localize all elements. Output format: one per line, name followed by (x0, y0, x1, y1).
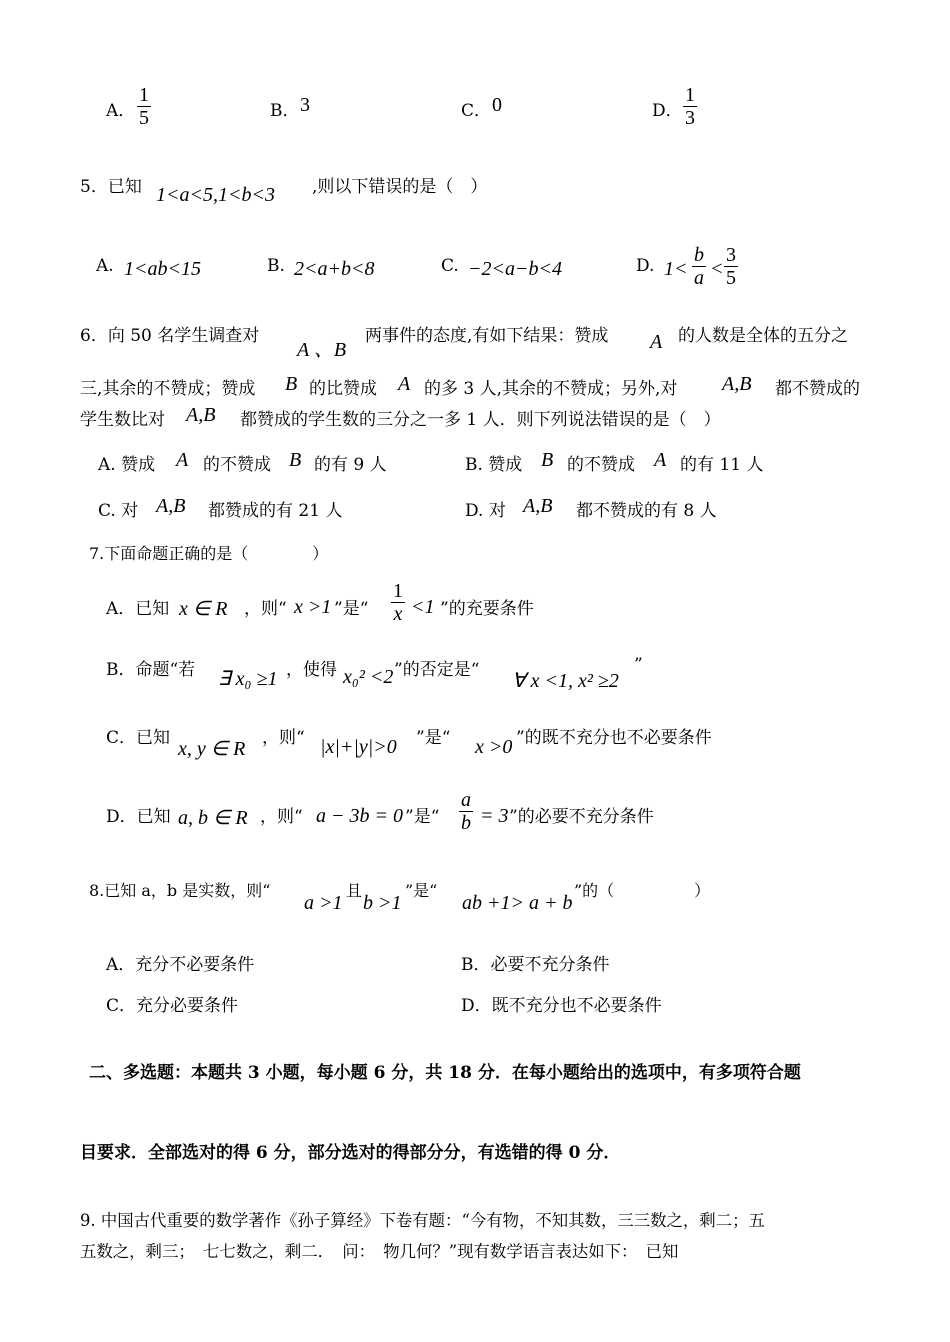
q7-option-a-c2: <1 (411, 596, 435, 618)
q7-option-b-c1: ∃ x₀ ≥1 (218, 668, 278, 690)
q8-t2: ”的（ ） (574, 881, 711, 900)
q8-option-b: B．必要不充分条件 (461, 955, 610, 975)
q7-option-b-t3: ” (634, 655, 643, 675)
q6-option-b-1: B. 赞成 (465, 455, 523, 475)
section-2-line-2: 目要求．全部选对的得 6 分，部分选对的得部分分，有选错的得 0 分． (80, 1143, 621, 1163)
q7-stem: 7.下面命题正确的是（ ） (89, 544, 329, 563)
q6-option-a-var1: A (176, 449, 189, 471)
q7-option-d-t3: ”的必要不充分条件 (509, 807, 654, 827)
q7-option-c-label: C．已知 (106, 728, 171, 748)
q7-option-a-c1: x >1 (294, 596, 332, 618)
q5-option-d-mid: < (710, 258, 724, 280)
q6-option-b-3: 的有 11 人 (680, 455, 764, 475)
q7-option-d-label: D．已知 (106, 807, 171, 827)
q4-option-c-label: C． (461, 101, 492, 121)
q7-option-d-c3: = 3 (480, 805, 509, 827)
q7-option-d-fraction: a b (461, 789, 471, 834)
q5-option-d-prefix: 1< (664, 258, 688, 280)
q7-option-a-x: x ∈ R (179, 598, 228, 620)
q7-option-c-c1: x, y ∈ R (178, 738, 246, 760)
q6-option-d-2: 都不赞成的有 8 人 (576, 501, 717, 521)
q6-line2-c: 的多 3 人,其余的不赞成；另外,对 (424, 379, 678, 399)
q5-option-a: 1<ab<15 (124, 258, 201, 280)
q6-option-d-1: D. 对 (465, 501, 506, 521)
q7-option-c-t1: ，则“ (262, 728, 305, 748)
q7-option-d-c1: a, b ∈ R (178, 807, 248, 829)
q7-option-c-c3: x >0 (475, 736, 513, 758)
q9-line-1: 9. 中国古代重要的数学著作《孙子算经》下卷有题：“今有物，不知其数，三三数之，剩二；五 (80, 1211, 765, 1230)
q5-option-d-fraction-2: 3 5 (726, 244, 736, 289)
q6-line2-d: 都不赞成的 (775, 379, 860, 399)
q8-t1: ”是“ (405, 881, 438, 900)
q6-option-a-3: 的有 9 人 (314, 455, 387, 475)
q7-option-d-t1: ，则“ (260, 807, 303, 827)
q6-option-b-var2: A (654, 449, 667, 471)
q7-option-d-t2: ”是“ (405, 807, 440, 827)
q6-line2-a-var: A (398, 373, 411, 395)
q5-option-c: −2<a−b<4 (468, 258, 562, 280)
q7-option-c-t3: ”的既不充分也不必要条件 (516, 728, 712, 748)
q6-line2-ab: A,B (722, 373, 752, 395)
q7-option-c-t2: ”是“ (416, 728, 451, 748)
q7-option-a-t1: ，则“ (244, 599, 287, 619)
q8-cond-1: a >1 (304, 892, 343, 914)
q5-option-d-label: D. (636, 256, 655, 276)
q6-option-a-1: A. 赞成 (98, 455, 156, 475)
q4-option-c-value: 0 (492, 94, 502, 116)
q5-option-b-label: B. (267, 256, 285, 276)
q7-option-a-t2: ”是“ (334, 599, 369, 619)
q8-prefix: 8.已知 a，b 是实数，则“ (89, 881, 271, 900)
q5-prefix: 5．已知 (80, 177, 142, 197)
q6-option-c-1: C. 对 (98, 501, 139, 521)
q9-line-2: 五数之，剩三； 七七数之，剩二． 问： 物几何？”现有数学语言表达如下： 已知 (80, 1242, 679, 1261)
q6-line2-b-var: B (285, 373, 298, 395)
q6-option-b-2: 的不赞成 (567, 455, 635, 475)
section-2-line-1: 二、多选题：本题共 3 小题，每小题 6 分，共 18 分．在每小题给出的选项中，有多项符合题 (89, 1063, 801, 1083)
q7-option-d-c2: a − 3b = 0 (316, 805, 403, 827)
q8-and: 且 (346, 881, 363, 900)
q6-option-b-var1: B (541, 449, 554, 471)
q6-line2-a: 三,其余的不赞成；赞成 (80, 379, 256, 399)
q7-option-a-t3: ”的充要条件 (440, 599, 534, 619)
q4-option-d-fraction: 1 3 (685, 84, 695, 129)
q8-option-d: D．既不充分也不必要条件 (461, 996, 662, 1016)
q6-line2-b: 的比赞成 (309, 379, 377, 399)
q5-option-c-label: C. (441, 256, 459, 276)
q4-option-b-value: 3 (300, 94, 310, 116)
q7-option-a-label: A．已知 (106, 599, 170, 619)
q7-option-b-t1: ，使得 (286, 660, 337, 680)
q6-line1-c: 的人数是全体的五分之 (678, 326, 848, 346)
q8-cond-2: b >1 (363, 892, 402, 914)
q6-line3-ab: A,B (186, 404, 216, 426)
q7-option-c-c2: |x|+|y|>0 (320, 736, 397, 758)
q7-option-b-t2: ”的否定是“ (394, 660, 480, 680)
q4-option-a-label: A． (106, 101, 136, 121)
q6-line3-b: 都赞成的学生数的三分之一多 1 人．则下列说法错误的是（ ） (240, 410, 721, 430)
q5-condition: 1<a<5,1<b<3 (156, 184, 275, 206)
q6-option-d-var: A,B (523, 495, 553, 517)
q5-option-d-fraction-1: b a (694, 244, 704, 289)
q5-option-b: 2<a+b<8 (294, 258, 375, 280)
q6-line1-ab: A 、B (297, 339, 347, 361)
q7-option-b-label: B．命题“若 (106, 660, 196, 680)
q6-line3-a: 学生数比对 (80, 410, 165, 430)
q8-option-a: A．充分不必要条件 (106, 955, 255, 975)
q6-option-a-2: 的不赞成 (203, 455, 271, 475)
q8-option-c: C．充分必要条件 (106, 996, 239, 1016)
q6-line1-a: 6．向 50 名学生调查对 (80, 326, 260, 346)
q6-option-c-2: 都赞成的有 21 人 (208, 501, 343, 521)
q5-option-a-label: A. (96, 256, 114, 276)
q5-suffix: ,则以下错误的是（ ） (312, 177, 488, 197)
q7-option-b-c2: x₀² <2 (343, 666, 394, 688)
q8-cond-3: ab +1> a + b (462, 892, 573, 914)
q4-option-d-label: D． (652, 101, 683, 121)
q4-option-b-label: B． (270, 101, 300, 121)
q7-option-b-c3: ∀ x <1, x² ≥2 (512, 670, 619, 692)
q6-option-c-var: A,B (156, 495, 186, 517)
q4-option-a-fraction: 1 5 (139, 84, 149, 129)
q7-option-a-fraction: 1 x (393, 580, 403, 625)
q6-option-a-var2: B (289, 449, 302, 471)
q6-line1-b: 两事件的态度,有如下结果：赞成 (365, 326, 609, 346)
q6-line1-a-var: A (650, 331, 663, 353)
